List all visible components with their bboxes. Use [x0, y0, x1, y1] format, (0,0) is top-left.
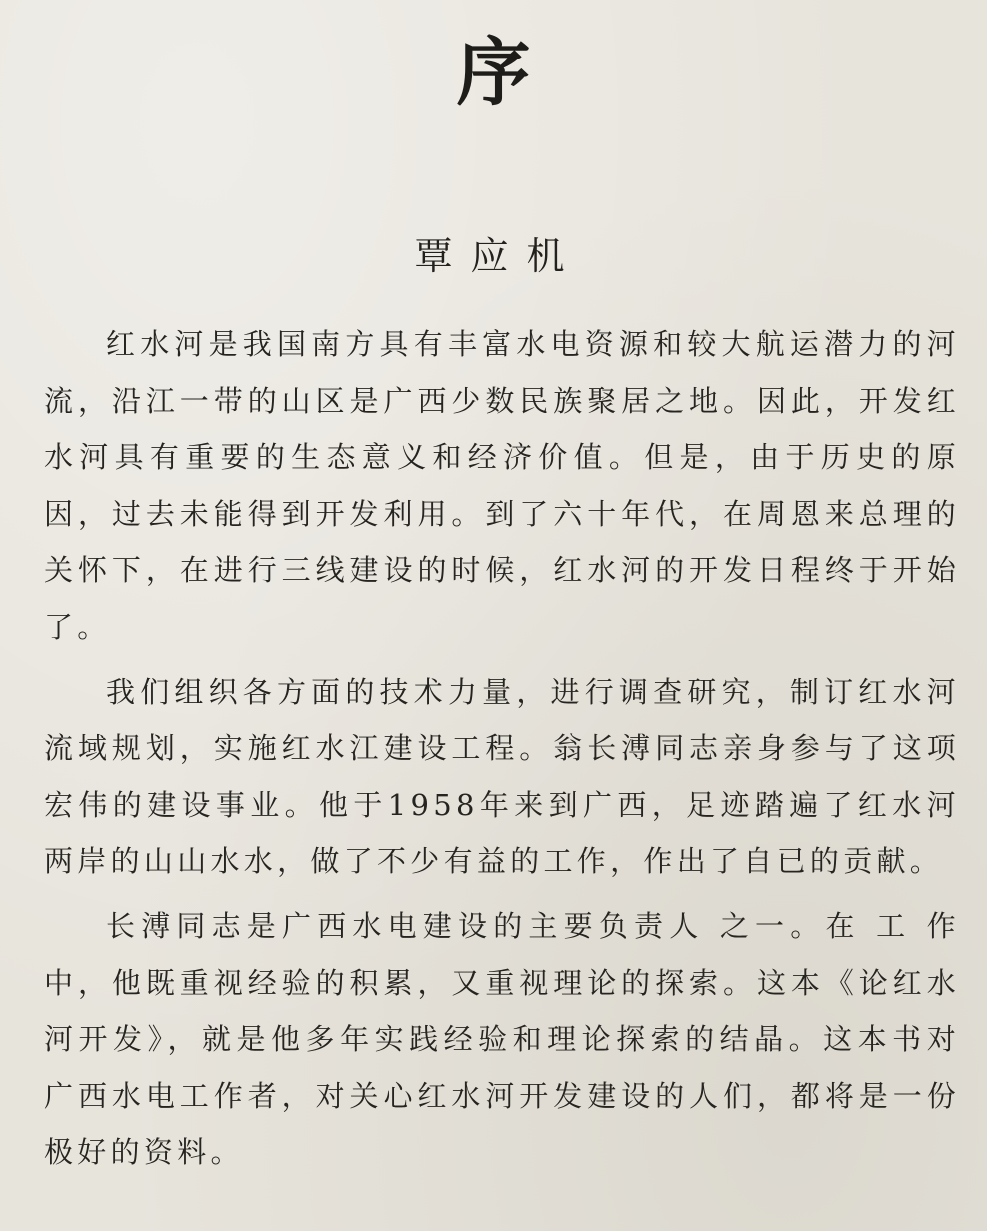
- author-name: 覃应机: [414, 234, 583, 278]
- paragraph-2: 我们组织各方面的技术力量，进行调查研究，制订红水河流域规划，实施红水江建设工程。翁长溥同志亲身参与了这项宏伟的建设事业。他于1958年来到广西，足迹踏遍了红水河两岸的山山水水，做了不少有益的工作，作出了自已的贡献。: [44, 674, 960, 879]
- page-title: 序: [456, 30, 531, 116]
- paragraph-3: 长溥同志是广西水电建设的主要负责人 之一。在 工 作中，他既重视经验的积累，又重视理论的探索。这本《论红水河开发》，就是他多年实践经验和理论探索的结晶。这本书对广西水电工作者，对关心红水河开发建设的人们，都将是一份极好的资料。: [44, 908, 960, 1170]
- paragraph-1: 红水河是我国南方具有丰富水电资源和较大航运潜力的河流，沿江一带的山区是广西少数民族聚居之地。因此，开发红水河具有重要的生态意义和经济价值。但是，由于历史的原因，过去未能得到开发利用。到了六十年代，在周恩来总理的关怀下，在进行三线建设的时候，红水河的开发日程终于开始了。: [44, 327, 960, 644]
- preface-body: [44, 316, 960, 1181]
